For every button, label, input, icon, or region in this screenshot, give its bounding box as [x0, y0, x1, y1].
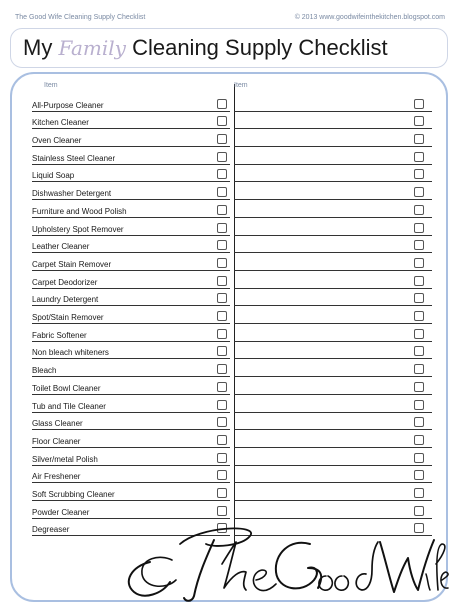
blank-list-item — [234, 289, 432, 307]
blank-item-checkbox[interactable] — [414, 223, 424, 233]
list-item — [32, 200, 230, 218]
blank-item-checkbox[interactable] — [414, 258, 424, 268]
item-label: Stainless Steel Cleaner — [32, 153, 116, 163]
item-checkbox[interactable] — [217, 205, 227, 215]
item-checkbox[interactable] — [217, 311, 227, 321]
item-checkbox[interactable] — [217, 488, 227, 498]
blank-list-item — [234, 430, 432, 448]
list-item — [32, 466, 230, 484]
blank-list-item — [234, 218, 432, 236]
item-checkbox[interactable] — [217, 435, 227, 445]
blank-list-item — [234, 306, 432, 324]
item-label: Floor Cleaner — [32, 436, 81, 446]
right-column-header: Item — [234, 82, 248, 89]
item-label: Toilet Bowl Cleaner — [32, 383, 101, 393]
blank-list-item — [234, 342, 432, 360]
item-label: All-Purpose Cleaner — [32, 100, 104, 110]
item-checkbox[interactable] — [217, 187, 227, 197]
blank-item-checkbox[interactable] — [414, 346, 424, 356]
item-label: Powder Cleaner — [32, 507, 90, 517]
item-label: Soft Scrubbing Cleaner — [32, 490, 115, 500]
item-checkbox[interactable] — [217, 223, 227, 233]
list-item — [32, 395, 230, 413]
item-label: Upholstery Spot Remover — [32, 224, 124, 234]
item-checkbox[interactable] — [217, 382, 227, 392]
blank-list-item — [234, 413, 432, 431]
header-right-text: © 2013 www.goodwifeinthekitchen.blogspot.com — [294, 14, 445, 21]
item-checkbox[interactable] — [217, 240, 227, 250]
title-box — [10, 28, 448, 68]
blank-item-checkbox[interactable] — [414, 435, 424, 445]
item-checkbox[interactable] — [217, 346, 227, 356]
blank-item-checkbox[interactable] — [414, 382, 424, 392]
signature-watermark — [110, 514, 450, 604]
blank-item-checkbox[interactable] — [414, 134, 424, 144]
item-label: Degreaser — [32, 525, 70, 535]
blank-item-checkbox[interactable] — [414, 116, 424, 126]
item-label: Non bleach whiteners — [32, 348, 109, 358]
list-item — [32, 324, 230, 342]
list-item — [32, 306, 230, 324]
title-script-word: Family — [58, 36, 126, 60]
blank-list-item — [234, 483, 432, 501]
list-item — [32, 147, 230, 165]
blank-list-item — [234, 360, 432, 378]
item-label: Laundry Detergent — [32, 295, 99, 305]
list-item — [32, 448, 230, 466]
item-checkbox[interactable] — [217, 293, 227, 303]
list-item — [32, 236, 230, 254]
title-suffix: Cleaning Supply Checklist — [132, 35, 388, 60]
list-item — [32, 483, 230, 501]
blank-item-checkbox[interactable] — [414, 240, 424, 250]
blank-list-item — [234, 165, 432, 183]
blank-list-item — [234, 147, 432, 165]
item-label: Furniture and Wood Polish — [32, 206, 127, 216]
item-label: Spot/Stain Remover — [32, 313, 104, 323]
item-label: Tub and Tile Cleaner — [32, 401, 106, 411]
title-prefix: My — [23, 35, 53, 60]
item-label: Dishwasher Detergent — [32, 189, 112, 199]
blank-list-item — [234, 395, 432, 413]
blank-item-checkbox[interactable] — [414, 169, 424, 179]
item-checkbox[interactable] — [217, 400, 227, 410]
item-label: Leather Cleaner — [32, 242, 90, 252]
item-checkbox[interactable] — [217, 417, 227, 427]
list-item — [32, 413, 230, 431]
list-item — [32, 253, 230, 271]
blank-list-item — [234, 94, 432, 112]
header-left-text: The Good Wife Cleaning Supply Checklist — [15, 14, 146, 21]
blank-list-item — [234, 448, 432, 466]
blank-list-item — [234, 466, 432, 484]
blank-item-checkbox[interactable] — [414, 205, 424, 215]
list-item — [32, 94, 230, 112]
blank-list-item — [234, 129, 432, 147]
blank-item-checkbox[interactable] — [414, 99, 424, 109]
item-checkbox[interactable] — [217, 329, 227, 339]
list-item — [32, 183, 230, 201]
blank-list-item — [234, 183, 432, 201]
item-checkbox[interactable] — [217, 152, 227, 162]
list-item — [32, 129, 230, 147]
list-item — [32, 342, 230, 360]
blank-list-item — [234, 253, 432, 271]
item-checkbox[interactable] — [217, 364, 227, 374]
item-checkbox[interactable] — [217, 116, 227, 126]
item-checkbox[interactable] — [217, 258, 227, 268]
list-item — [32, 289, 230, 307]
list-item — [32, 271, 230, 289]
item-label: Oven Cleaner — [32, 136, 82, 146]
blank-item-checkbox[interactable] — [414, 293, 424, 303]
item-label: Kitchen Cleaner — [32, 118, 89, 128]
blank-item-checkbox[interactable] — [414, 453, 424, 463]
list-item — [32, 112, 230, 130]
item-label: Carpet Stain Remover — [32, 259, 112, 269]
blank-list-item — [234, 271, 432, 289]
blank-list-item — [234, 200, 432, 218]
list-item — [32, 360, 230, 378]
blank-item-checkbox[interactable] — [414, 364, 424, 374]
item-checkbox[interactable] — [217, 99, 227, 109]
item-label: Carpet Deodorizer — [32, 277, 98, 287]
item-label: Air Freshener — [32, 472, 81, 482]
item-checkbox[interactable] — [217, 470, 227, 480]
list-item — [32, 165, 230, 183]
item-checkbox[interactable] — [217, 453, 227, 463]
blank-item-checkbox[interactable] — [414, 488, 424, 498]
list-item — [32, 218, 230, 236]
page-header — [15, 14, 445, 26]
item-checkbox[interactable] — [217, 276, 227, 286]
item-label: Liquid Soap — [32, 171, 75, 181]
blank-list-item — [234, 236, 432, 254]
item-label: Glass Cleaner — [32, 419, 83, 429]
list-item — [32, 430, 230, 448]
item-checkbox[interactable] — [217, 134, 227, 144]
blank-item-checkbox[interactable] — [414, 400, 424, 410]
item-label: Bleach — [32, 366, 57, 376]
blank-item-checkbox[interactable] — [414, 152, 424, 162]
item-label: Silver/metal Polish — [32, 454, 98, 464]
blank-item-checkbox[interactable] — [414, 311, 424, 321]
left-column-header: Item — [44, 82, 58, 89]
blank-list-item — [234, 112, 432, 130]
page-title — [23, 35, 388, 61]
blank-item-checkbox[interactable] — [414, 417, 424, 427]
list-item — [32, 377, 230, 395]
blank-item-checkbox[interactable] — [414, 329, 424, 339]
blank-item-checkbox[interactable] — [414, 187, 424, 197]
blank-list-item — [234, 324, 432, 342]
blank-list-item — [234, 377, 432, 395]
item-checkbox[interactable] — [217, 169, 227, 179]
item-label: Fabric Softener — [32, 330, 87, 340]
blank-item-checkbox[interactable] — [414, 470, 424, 480]
blank-item-checkbox[interactable] — [414, 276, 424, 286]
